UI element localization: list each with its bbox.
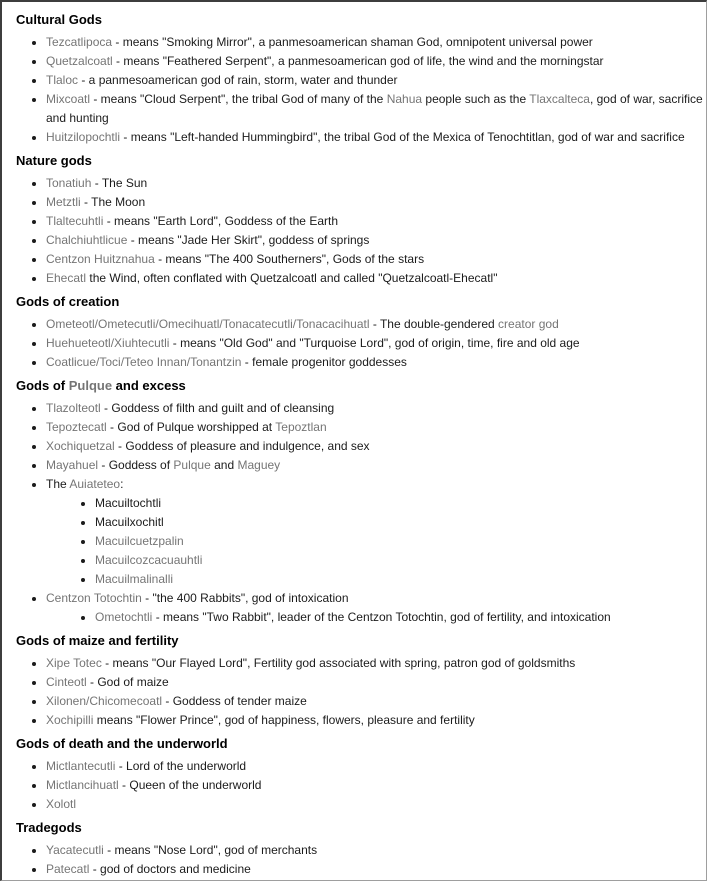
link[interactable]: Centzon Huitznahua bbox=[46, 252, 155, 266]
link[interactable]: Yacatecutli bbox=[46, 843, 104, 857]
list-item bbox=[46, 212, 706, 231]
list-item bbox=[46, 250, 706, 269]
text: - Goddess of tender maize bbox=[162, 694, 307, 708]
link[interactable]: Xipe Totec bbox=[46, 656, 102, 670]
list-item bbox=[46, 52, 706, 71]
link[interactable]: Nahua bbox=[386, 92, 423, 106]
list-item bbox=[46, 860, 706, 879]
text: - means "Cloud Serpent", the tribal God of many of the bbox=[90, 92, 387, 106]
text: Gods of death and the underworld bbox=[16, 736, 228, 751]
section-heading bbox=[16, 10, 706, 30]
god-list bbox=[46, 494, 706, 589]
link[interactable]: Maguey bbox=[237, 458, 281, 472]
text: - "the 400 Rabbits", god of intoxication bbox=[141, 591, 349, 605]
text: , god of war, sacrifice and hunting bbox=[46, 92, 703, 125]
list-item bbox=[95, 494, 706, 513]
section-heading bbox=[16, 818, 706, 838]
text: - means "Old God" and "Turquoise Lord", god of origin, time, fire and old age bbox=[169, 336, 580, 350]
link[interactable]: Pulque bbox=[68, 378, 113, 393]
link[interactable]: Tlazolteotl bbox=[46, 401, 101, 415]
text: - Goddess of filth and guilt and of cleansing bbox=[100, 401, 335, 415]
link[interactable]: Mictlantecutli bbox=[46, 759, 116, 773]
link[interactable]: Tlaxcalteca bbox=[529, 92, 590, 106]
text: - Goddess of bbox=[98, 458, 174, 472]
text: Gods of maize and fertility bbox=[16, 633, 179, 648]
list-item bbox=[46, 71, 706, 90]
text: - means "The 400 Southerners", Gods of the stars bbox=[154, 252, 425, 266]
list-item bbox=[46, 757, 706, 776]
list-item bbox=[46, 654, 706, 673]
link[interactable]: Tlaloc bbox=[46, 73, 79, 87]
list-item bbox=[46, 456, 706, 475]
list-item bbox=[46, 231, 706, 250]
text: the Wind, often conflated with Quetzalcoatl and called "Quetzalcoatl-Ehecatl" bbox=[86, 271, 498, 285]
list-item bbox=[46, 193, 706, 212]
god-list bbox=[16, 174, 706, 288]
link[interactable]: Huitzilopochtli bbox=[46, 130, 121, 144]
text: people such as the bbox=[422, 92, 530, 106]
text: - means "Two Rabbit", leader of the Centzon Totochtin, god of fertility, and intoxication bbox=[152, 610, 611, 624]
list-item bbox=[95, 570, 706, 589]
link[interactable]: Quetzalcoatl bbox=[46, 54, 113, 68]
text: - God of maize bbox=[86, 675, 169, 689]
list-item bbox=[95, 608, 706, 627]
section-heading bbox=[16, 292, 706, 312]
link[interactable]: Pulque bbox=[173, 458, 211, 472]
list-item bbox=[46, 90, 706, 128]
text: - a panmesoamerican god of rain, storm, water and thunder bbox=[78, 73, 398, 87]
link[interactable]: Tlaltecuhtli bbox=[46, 214, 104, 228]
link[interactable]: Macuilmalinalli bbox=[95, 572, 174, 586]
section-heading bbox=[16, 151, 706, 171]
text: Macuiltochtli bbox=[95, 496, 162, 510]
list-item bbox=[46, 353, 706, 372]
god-list bbox=[16, 757, 706, 814]
list-item bbox=[46, 673, 706, 692]
list-item bbox=[46, 437, 706, 456]
text: - God of Pulque worshipped at bbox=[106, 420, 276, 434]
text: - The double-gendered bbox=[369, 317, 499, 331]
link[interactable]: Chalchiuhtlicue bbox=[46, 233, 128, 247]
link[interactable]: Metztli bbox=[46, 195, 81, 209]
text: - female progenitor goddesses bbox=[241, 355, 407, 369]
list-item bbox=[46, 795, 706, 814]
section-heading bbox=[16, 734, 706, 754]
link[interactable]: Tonatiuh bbox=[46, 176, 92, 190]
link[interactable]: Ometeotl/Ometecutli/Omecihuatl/Tonacatecutli/Tonacacihuatl bbox=[46, 317, 370, 331]
text: Tradegods bbox=[16, 820, 82, 835]
text: The bbox=[46, 477, 70, 491]
list-item bbox=[46, 174, 706, 193]
text: - Lord of the underworld bbox=[115, 759, 247, 773]
link[interactable]: Macuilcuetzpalin bbox=[95, 534, 184, 548]
link[interactable]: Macuilcozcacuauhtli bbox=[95, 553, 203, 567]
link[interactable]: Centzon Totochtin bbox=[46, 591, 142, 605]
list-item bbox=[46, 776, 706, 795]
list-item bbox=[95, 532, 706, 551]
list-item bbox=[46, 589, 706, 627]
list-item bbox=[46, 711, 706, 730]
text: - The Sun bbox=[91, 176, 148, 190]
list-item bbox=[46, 269, 706, 288]
list-item bbox=[46, 418, 706, 437]
god-list bbox=[16, 654, 706, 730]
link[interactable]: Ehecatl bbox=[46, 271, 87, 285]
god-list bbox=[16, 315, 706, 372]
text: - The Moon bbox=[80, 195, 146, 209]
text: Nature gods bbox=[16, 153, 92, 168]
list-item bbox=[95, 551, 706, 570]
list-item bbox=[46, 399, 706, 418]
link[interactable]: Xochiquetzal bbox=[46, 439, 115, 453]
text: Cultural Gods bbox=[16, 12, 102, 27]
link[interactable]: Huehueteotl/Xiuhtecutli bbox=[46, 336, 170, 350]
section-heading bbox=[16, 376, 706, 396]
list-item bbox=[46, 315, 706, 334]
god-list bbox=[16, 33, 706, 147]
link[interactable]: Cinteotl bbox=[46, 675, 87, 689]
link[interactable]: Tepoztlan bbox=[275, 420, 327, 434]
text: Gods of creation bbox=[16, 294, 120, 309]
text: Gods of bbox=[16, 378, 69, 393]
link[interactable]: Mictlancihuatl bbox=[46, 778, 119, 792]
text: - means "Our Flayed Lord", Fertility god associated with spring, patron god of goldsmiths bbox=[101, 656, 576, 670]
list-item bbox=[46, 128, 706, 147]
link[interactable]: Xilonen/Chicomecoatl bbox=[46, 694, 163, 708]
link[interactable]: Xochipilli bbox=[46, 713, 94, 727]
text: - means "Nose Lord", god of merchants bbox=[103, 843, 318, 857]
list-item bbox=[46, 692, 706, 711]
text: and excess bbox=[112, 378, 186, 393]
text: Macuilxochitl bbox=[95, 515, 164, 529]
text: - Queen of the underworld bbox=[118, 778, 262, 792]
link[interactable]: Ometochtli bbox=[95, 610, 153, 624]
link[interactable]: Mixcoatl bbox=[46, 92, 91, 106]
text: means "Flower Prince", god of happiness, flowers, pleasure and fertility bbox=[93, 713, 475, 727]
text: - means "Jade Her Skirt", goddess of springs bbox=[127, 233, 370, 247]
text: : bbox=[120, 477, 124, 491]
link[interactable]: creator god bbox=[498, 317, 559, 331]
link[interactable]: Patecatl bbox=[46, 862, 90, 876]
god-list bbox=[16, 399, 706, 627]
link[interactable]: Coatlicue/Toci/Teteo Innan/Tonantzin bbox=[46, 355, 242, 369]
text: - means "Left-handed Hummingbird", the tribal God of the Mexica of Tenochtitlan, god of war and sacrifice bbox=[120, 130, 685, 144]
list-item bbox=[46, 841, 706, 860]
list-item bbox=[46, 334, 706, 353]
text: - means "Feathered Serpent", a panmesoamerican god of life, the wind and the morningstar bbox=[112, 54, 604, 68]
link[interactable]: Xolotl bbox=[46, 797, 77, 811]
text: - means "Earth Lord", Goddess of the Earth bbox=[103, 214, 338, 228]
list-item bbox=[95, 513, 706, 532]
text: - means "Smoking Mirror", a panmesoamerican shaman God, omnipotent universal power bbox=[112, 35, 593, 49]
link[interactable]: Auiateteo bbox=[69, 477, 121, 491]
god-list bbox=[16, 841, 706, 879]
text: and bbox=[210, 458, 238, 472]
link[interactable]: Tezcatlipoca bbox=[46, 35, 113, 49]
list-item bbox=[46, 475, 706, 589]
text: - Goddess of pleasure and indulgence, and sex bbox=[114, 439, 370, 453]
section-heading bbox=[16, 631, 706, 651]
list-item bbox=[46, 33, 706, 52]
text: - god of doctors and medicine bbox=[89, 862, 251, 876]
link[interactable]: Mayahuel bbox=[46, 458, 99, 472]
god-list bbox=[46, 608, 706, 627]
link[interactable]: Tepoztecatl bbox=[46, 420, 107, 434]
